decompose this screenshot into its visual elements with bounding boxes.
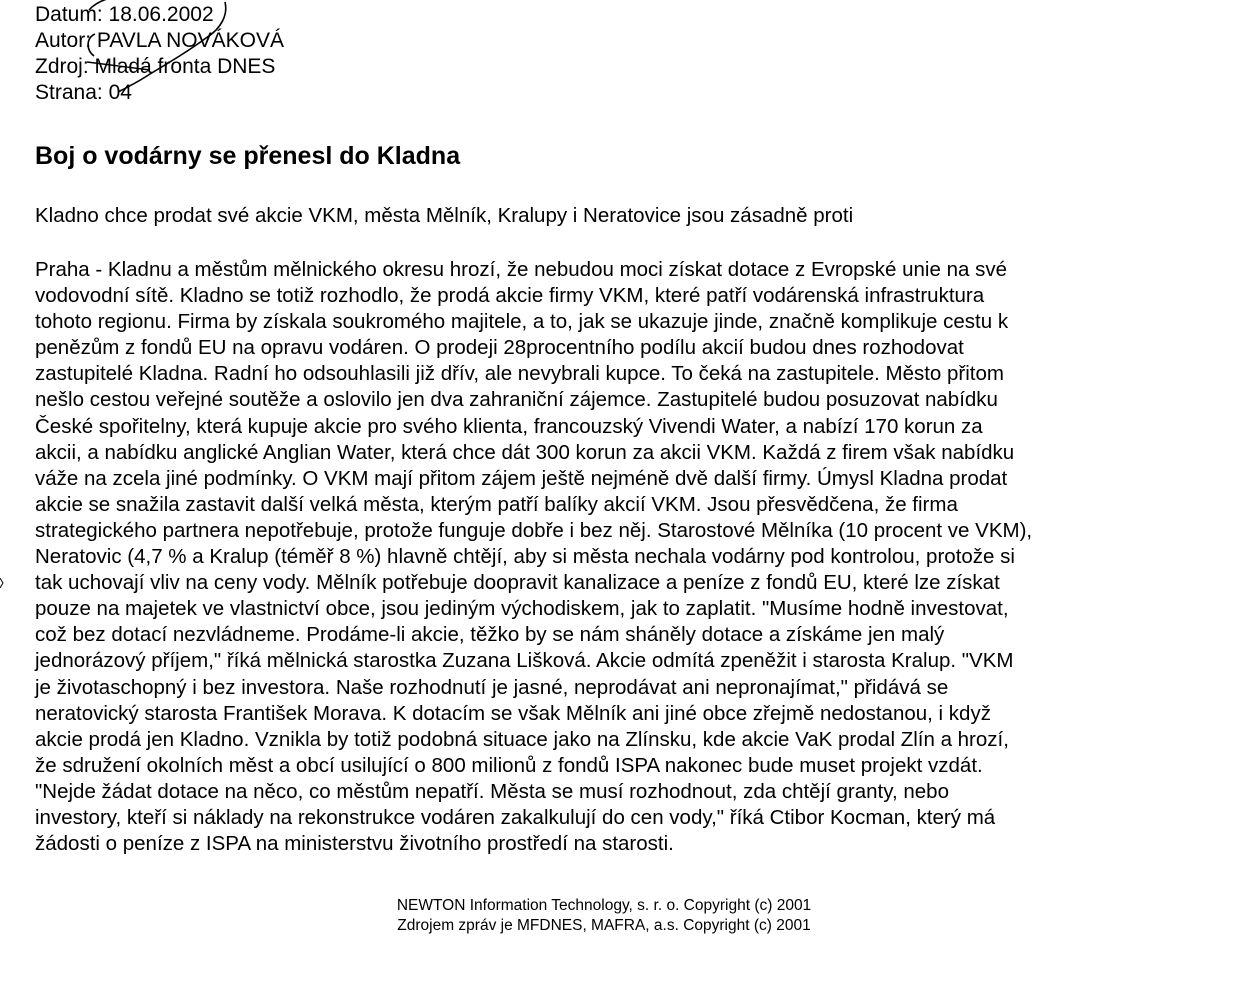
- date-value: 18.06.2002: [108, 3, 214, 26]
- body-line: jednorázový příjem," říká mělnická starostka Zuzana Lišková. Akcie odmítá zpeněžit i starosta Kralup. "VKM: [35, 649, 1014, 673]
- date-label: Datum:: [35, 3, 103, 26]
- page-value: 04: [108, 81, 132, 104]
- body-line: penězům z fondů EU na opravu vodáren. O prodeji 28procentního podílu akcií budou dnes rozhodovat: [35, 336, 964, 360]
- margin-tick-icon: [0, 578, 4, 588]
- body-line: což bez dotací nezvládneme. Prodáme-li akcie, těžko by se nám sháněly dotace a získáme jen malý: [35, 623, 945, 647]
- page-label: Strana:: [35, 81, 103, 104]
- author-label: Autor:: [35, 29, 92, 52]
- body-line: "Nejde žádat dotace na něco, co městům nepatří. Města se musí rozhodnout, zda chtějí granty, nebo: [35, 779, 949, 803]
- body-line: zastupitelé Kladna. Radní ho odsouhlasili již dřív, ale nevybrali kupce. To čeká na zastupitele. Město přitom: [35, 362, 1004, 386]
- body-line: neratovický starosta František Morava. K dotacím se však Mělník ani jiné obce zřejmě nedostanou, i když: [35, 701, 991, 725]
- body-line: akcie prodá jen Kladno. Vznikla by totiž podobná situace jako na Zlínsku, kde akcie VaK prodal Zlín a hrozí,: [35, 727, 1009, 751]
- author-value: PAVLA NOVÁKOVÁ: [96, 29, 285, 52]
- body-line: akcii, a nabídku anglické Anglian Water, která chce dát 300 korun za akcii VKM. Každá z firem však nabídku: [35, 440, 1015, 464]
- article-body: [35, 257, 1195, 857]
- article-headline: Boj o vodárny se přenesl do Kladna: [35, 142, 461, 170]
- body-line: Neratovic (4,7 % a Kralup (téměř 8 %) hlavně chtějí, aby si města nechala vodárny pod kontrolou, protože si: [35, 545, 1015, 569]
- body-line: strategického partnera nepotřebuje, protože funguje dobře i bez něj. Starostové Mělníka (10 procent ve VKM),: [35, 518, 1033, 542]
- author-row: [35, 28, 284, 54]
- body-line: pouze na majetek ve vlastnictví obce, jsou jediným východiskem, jak to zaplatit. "Musíme hodně investovat,: [35, 597, 1009, 621]
- body-line: váže na zcela jiné podmínky. O VKM mají přitom zájem ještě nejméně dvě další firmy. Úmysl Kladna prodat: [35, 466, 1008, 490]
- body-line: tak uchovají vliv na ceny vody. Mělník potřebuje doopravit kanalizace a peníze z fondů EU, které lze získat: [35, 571, 1000, 595]
- footer-line-newton: NEWTON Information Technology, s. r. o. Copyright (c) 2001: [396, 897, 812, 914]
- body-line: nešlo cestou veřejné soutěže a oslovilo jen dva zahraniční zájemce. Zastupitelé budou posuzovat nabídku: [35, 388, 998, 412]
- body-line: Praha - Kladnu a městům mělnického okresu hrozí, že nebudou moci získat dotace z Evropské unie na své: [35, 258, 1007, 281]
- body-line: České spořitelny, která kupuje akcie pro svého klienta, francouzský Vivendi Water, a nabízí 170 korun za: [35, 414, 983, 438]
- margin-mark: [0, 575, 4, 585]
- copyright-footer: [0, 896, 1208, 936]
- page-row: [35, 80, 284, 106]
- footer-line-mfdnes: Zdrojem zpráv je MFDNES, MAFRA, a.s. Copyright (c) 2001: [397, 917, 811, 934]
- body-line: vodovodní sítě. Kladno se totiž rozhodlo, že prodá akcie firmy VKM, které patří vodárenská infrastruktura: [35, 284, 985, 308]
- source-row: [35, 54, 284, 80]
- source-value: Mladá fronta DNES: [94, 55, 276, 78]
- article-metadata: [35, 2, 284, 106]
- body-line: žádosti o peníze z ISPA na ministerstvu životního prostředí na starosti.: [35, 832, 674, 856]
- body-line: že sdružení okolních měst a obcí usilující o 800 milionů z fondů ISPA nakonec bude muset projekt vzdát.: [35, 753, 983, 777]
- date-row: [35, 2, 284, 28]
- body-line: tohoto regionu. Firma by získala soukromého majitele, a to, jak se ukazuje jinde, značně komplikuje cestu k: [35, 310, 1009, 334]
- body-line: je životaschopný i bez investora. Naše rozhodnutí je jasné, neprodávat ani nepronajímat," přidává se: [35, 675, 949, 699]
- body-line: akcie se snažila zastavit další velká města, kterým patří balíky akcií VKM. Jsou přesvědčena, že firma: [35, 492, 958, 516]
- article-subheadline: Kladno chce prodat své akcie VKM, města Mělník, Kralupy i Neratovice jsou zásadně proti: [35, 204, 854, 227]
- source-label: Zdroj:: [35, 55, 89, 78]
- body-line: investory, kteří si náklady na rekonstrukce vodáren zakalkulují do cen vody," říká Ctibor Kocman, který má: [35, 805, 996, 829]
